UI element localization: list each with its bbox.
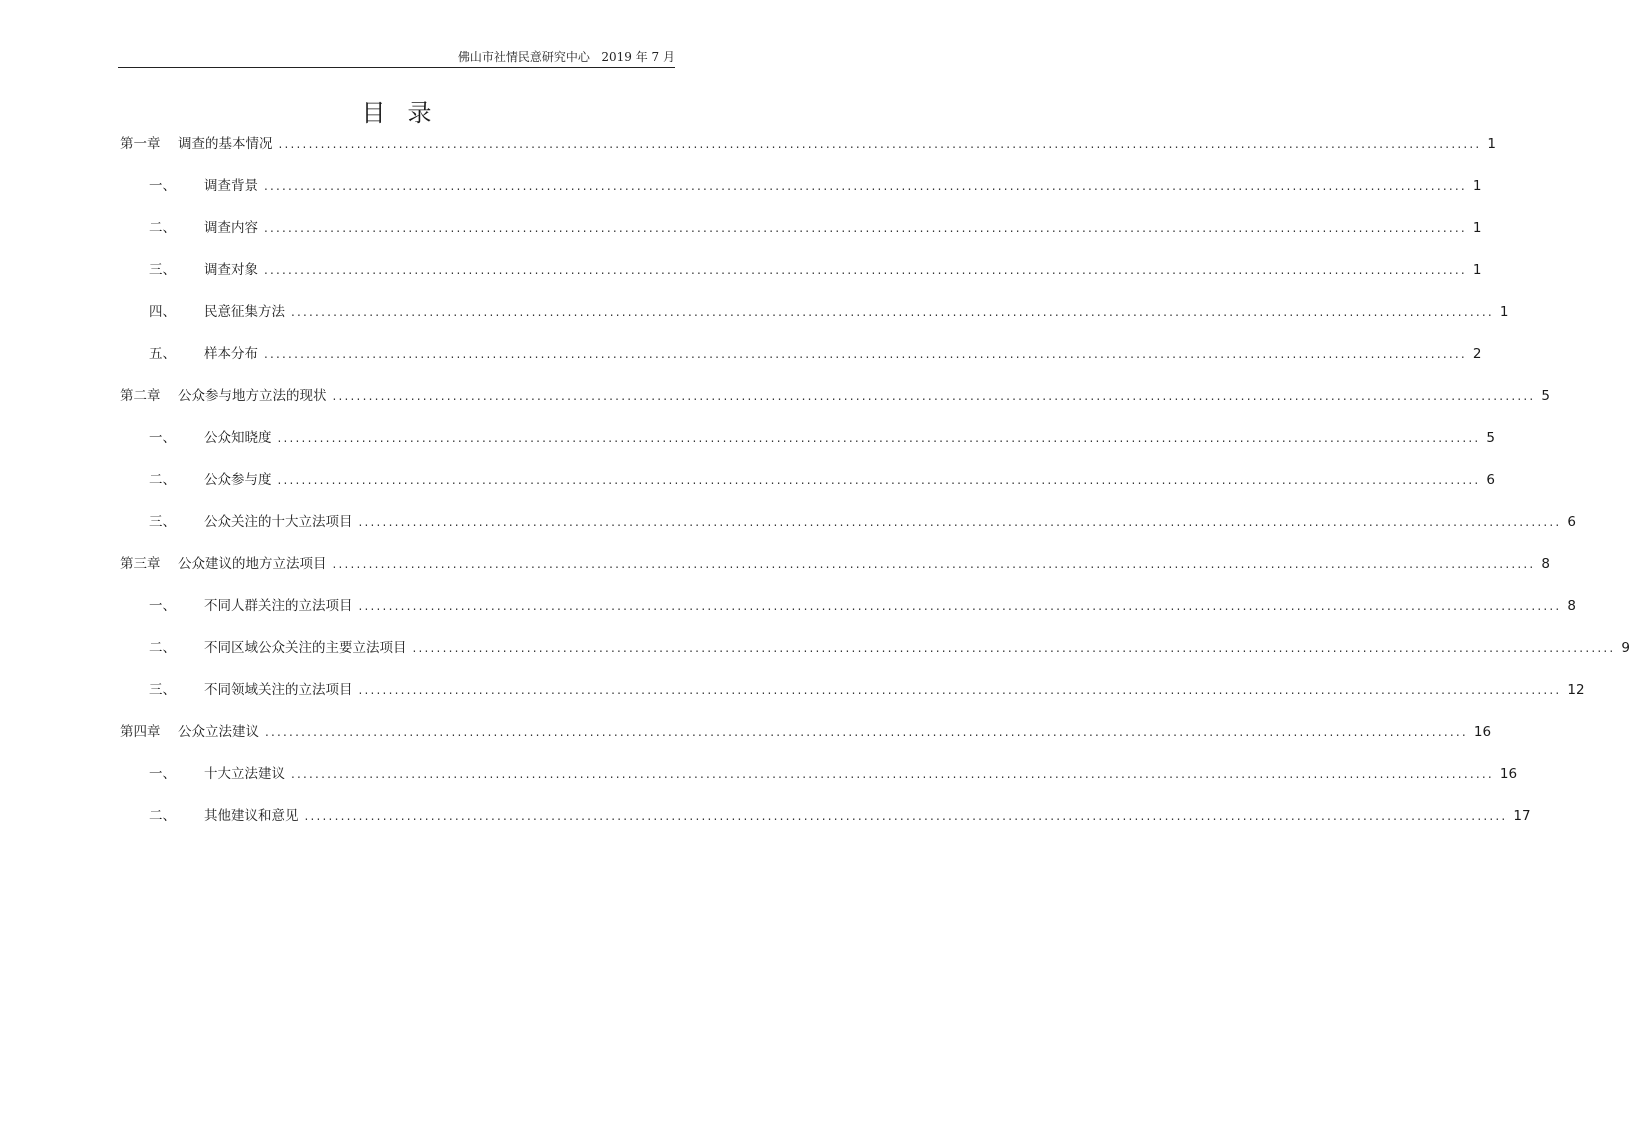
toc-leader: ........................................................................................................................................................................................................ <box>277 431 1481 445</box>
toc-number: 第三章 <box>120 556 161 572</box>
toc-number: 四、 <box>149 304 176 320</box>
toc-leader: ........................................................................................................................................................................................................ <box>264 221 1467 235</box>
toc-number: 二、 <box>149 640 176 656</box>
toc-entry[interactable] <box>120 257 1482 299</box>
toc-text: 调查背景 <box>204 178 258 194</box>
toc-text: 十大立法建议 <box>204 766 285 782</box>
toc-text: 调查内容 <box>204 220 258 236</box>
toc-number: 三、 <box>149 514 176 530</box>
toc-entry[interactable] <box>120 467 1495 509</box>
toc-page-number: 1 <box>1472 178 1482 194</box>
toc-leader: ........................................................................................................................................................................................................ <box>304 809 1508 823</box>
toc-entry[interactable] <box>120 761 1518 803</box>
toc-text: 其他建议和意见 <box>204 808 299 824</box>
toc-page-number: 8 <box>1541 556 1550 572</box>
toc-number: 一、 <box>149 430 176 446</box>
toc-entry[interactable] <box>120 719 1492 761</box>
toc-text: 公众参与度 <box>204 472 272 488</box>
toc-number: 二、 <box>149 472 176 488</box>
toc-entry[interactable] <box>120 341 1482 383</box>
toc-page-number: 9 <box>1621 640 1630 656</box>
page-header <box>118 50 675 64</box>
toc-page-number: 12 <box>1567 682 1585 698</box>
toc-number: 三、 <box>149 262 176 278</box>
toc-number: 第一章 <box>120 136 161 152</box>
toc-page-number: 2 <box>1472 346 1482 362</box>
toc-page-number: 1 <box>1472 220 1482 236</box>
toc-text: 民意征集方法 <box>204 304 285 320</box>
toc-number: 三、 <box>149 682 176 698</box>
toc-page-number: 17 <box>1513 808 1531 824</box>
toc-text: 不同领域关注的立法项目 <box>204 682 353 698</box>
toc-page-number: 16 <box>1499 766 1518 782</box>
toc-entry[interactable] <box>120 299 1509 341</box>
toc-leader: ........................................................................................................................................................................................................ <box>291 767 1494 781</box>
toc-entry[interactable] <box>120 677 1585 719</box>
toc-number: 第二章 <box>120 388 161 404</box>
toc-page-number: 5 <box>1541 388 1550 404</box>
toc-leader: ........................................................................................................................................................................................................ <box>278 137 1482 151</box>
toc-entry[interactable] <box>120 131 1496 173</box>
toc-number: 五、 <box>149 346 176 362</box>
toc-number: 二、 <box>149 220 176 236</box>
toc-text: 调查对象 <box>204 262 258 278</box>
toc-leader: ........................................................................................................................................................................................................ <box>358 683 1562 697</box>
toc-page-number: 6 <box>1486 472 1495 488</box>
toc-leader: ........................................................................................................................................................................................................ <box>332 557 1536 571</box>
toc-entry[interactable] <box>120 173 1482 215</box>
toc-leader: ........................................................................................................................................................................................................ <box>264 179 1467 193</box>
toc-leader: ........................................................................................................................................................................................................ <box>265 725 1468 739</box>
toc-text: 公众立法建议 <box>178 724 259 740</box>
toc-entry[interactable] <box>120 803 1531 845</box>
toc-entry[interactable] <box>120 215 1482 257</box>
table-of-contents <box>120 131 1630 845</box>
toc-leader: ........................................................................................................................................................................................................ <box>264 263 1467 277</box>
toc-page-number: 1 <box>1499 304 1509 320</box>
toc-page-number: 8 <box>1567 598 1576 614</box>
toc-leader: ........................................................................................................................................................................................................ <box>332 389 1536 403</box>
toc-leader: ........................................................................................................................................................................................................ <box>277 473 1481 487</box>
header-org: 佛山市社情民意研究中心 <box>457 50 590 64</box>
toc-leader: ........................................................................................................................................................................................................ <box>264 347 1467 361</box>
toc-text: 公众知晓度 <box>204 430 272 446</box>
toc-entry[interactable] <box>120 425 1495 467</box>
toc-number: 一、 <box>149 766 176 782</box>
toc-text: 不同区域公众关注的主要立法项目 <box>204 640 407 656</box>
toc-page-number: 16 <box>1473 724 1492 740</box>
toc-number: 第四章 <box>120 724 161 740</box>
header-rule <box>118 67 675 68</box>
toc-text: 公众关注的十大立法项目 <box>204 514 353 530</box>
toc-page-number: 5 <box>1486 430 1495 446</box>
toc-text: 公众建议的地方立法项目 <box>178 556 327 572</box>
toc-leader: ........................................................................................................................................................................................................ <box>291 305 1494 319</box>
toc-text: 样本分布 <box>204 346 258 362</box>
toc-entry[interactable] <box>120 383 1550 425</box>
toc-number: 二、 <box>149 808 176 824</box>
toc-entry[interactable] <box>120 509 1576 551</box>
toc-leader: ........................................................................................................................................................................................................ <box>412 641 1616 655</box>
toc-text: 调查的基本情况 <box>178 136 273 152</box>
toc-leader: ........................................................................................................................................................................................................ <box>358 515 1562 529</box>
toc-entry[interactable] <box>120 551 1550 593</box>
toc-leader: ........................................................................................................................................................................................................ <box>358 599 1562 613</box>
header-date: 2019 年 7 月 <box>601 50 675 64</box>
toc-number: 一、 <box>149 598 176 614</box>
toc-number: 一、 <box>149 178 176 194</box>
toc-page-number: 6 <box>1567 514 1576 530</box>
toc-page-number: 1 <box>1472 262 1482 278</box>
toc-text: 公众参与地方立法的现状 <box>178 388 327 404</box>
toc-title: 目录 <box>361 99 454 127</box>
toc-entry[interactable] <box>120 593 1576 635</box>
toc-page-number: 1 <box>1487 136 1496 152</box>
toc-entry[interactable] <box>120 635 1630 677</box>
toc-text: 不同人群关注的立法项目 <box>204 598 353 614</box>
